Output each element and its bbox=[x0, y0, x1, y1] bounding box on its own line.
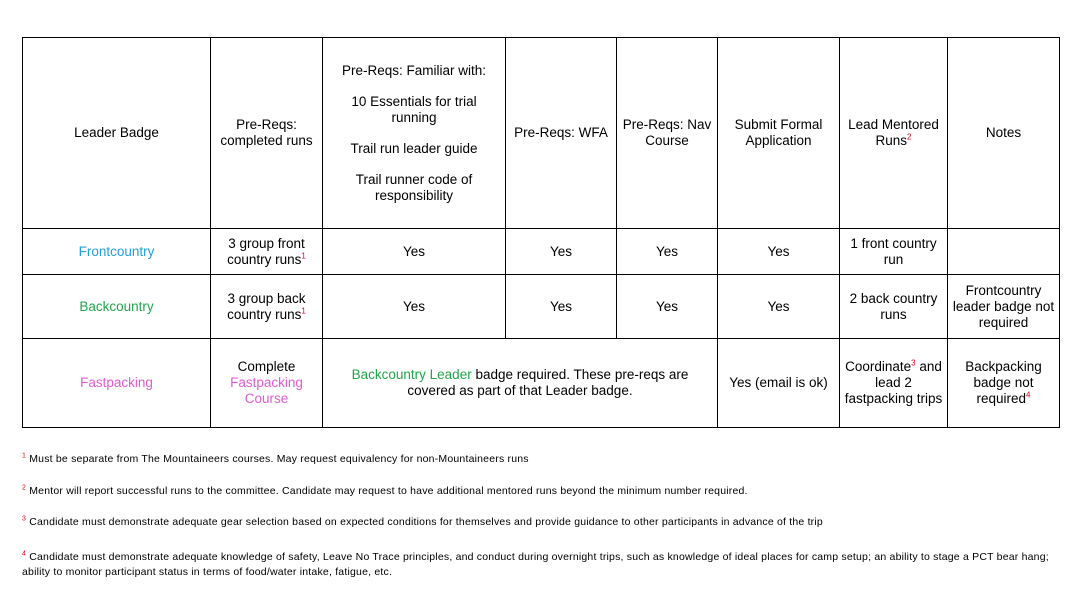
notes-cell bbox=[948, 339, 1060, 428]
footnote-ref: 1 bbox=[301, 306, 306, 315]
footnote-3 bbox=[22, 515, 823, 530]
header-completed-runs: Pre-Reqs: completed runs bbox=[211, 38, 323, 229]
completed-runs-cell bbox=[211, 229, 323, 275]
completed-runs-prefix: Complete bbox=[237, 359, 296, 374]
footnote-ref: 4 bbox=[1026, 390, 1031, 400]
submit-cell: Yes bbox=[718, 275, 840, 339]
submit-cell: Yes bbox=[718, 229, 840, 275]
nav-cell: Yes bbox=[617, 275, 718, 339]
footnote-number: 4 bbox=[22, 550, 27, 558]
badge-frontcountry: Frontcountry bbox=[23, 229, 211, 275]
completed-runs-text: 3 group front country runs bbox=[227, 235, 305, 267]
header-notes: Notes bbox=[948, 38, 1060, 229]
header-row bbox=[23, 38, 1060, 229]
leader-requirements-table bbox=[22, 37, 1060, 428]
completed-runs-cell bbox=[211, 339, 323, 428]
mentored-cell: 1 front country run bbox=[840, 229, 948, 275]
familiar-item: 10 Essentials for trial running bbox=[351, 93, 477, 125]
footnote-number: 1 bbox=[22, 452, 27, 460]
footnote-text: Mentor will report successful runs to the committee. Candidate may request to have additional mentored runs beyond the minimum number required. bbox=[29, 485, 748, 497]
header-wfa: Pre-Reqs: WFA bbox=[506, 38, 617, 229]
prereqs-covered-text: badge required. These pre-reqs are covered as part of that Leader badge. bbox=[407, 367, 689, 398]
header-nav-course: Pre-Reqs: Nav Course bbox=[617, 38, 718, 229]
familiar-title: Pre-Reqs: Familiar with: bbox=[341, 62, 487, 78]
notes-cell: Frontcountry leader badge not required bbox=[948, 275, 1060, 339]
footnote-ref: 2 bbox=[907, 132, 912, 142]
footnote-text: Must be separate from The Mountaineers courses. May request equivalency for non-Mountaineers runs bbox=[29, 453, 529, 465]
footnote-text: Candidate must demonstrate adequate gear selection based on expected conditions for themselves and provide guidance to other participants in advance of the trip bbox=[29, 516, 823, 528]
footnote-ref: 1 bbox=[301, 251, 306, 260]
notes-text: Backpacking badge not required bbox=[965, 359, 1042, 406]
badge-fastpacking: Fastpacking bbox=[23, 339, 211, 428]
header-lead-mentored-runs bbox=[840, 38, 948, 229]
footnote-2 bbox=[22, 484, 748, 499]
header-familiar-with bbox=[323, 38, 506, 229]
footnote-number: 2 bbox=[22, 484, 27, 492]
footnote-ref: 3 bbox=[911, 358, 916, 368]
notes-cell bbox=[948, 229, 1060, 275]
completed-runs-cell bbox=[211, 275, 323, 339]
wfa-cell: Yes bbox=[506, 229, 617, 275]
footnote-4 bbox=[22, 550, 1062, 580]
nav-cell: Yes bbox=[617, 229, 718, 275]
wfa-cell: Yes bbox=[506, 275, 617, 339]
completed-runs-text: 3 group back country runs bbox=[227, 290, 306, 322]
mentored-cell bbox=[840, 339, 948, 428]
backcountry-leader-badge-ref: Backcountry Leader bbox=[351, 367, 472, 382]
footnote-number: 3 bbox=[22, 515, 27, 523]
badge-backcountry: Backcountry bbox=[23, 275, 211, 339]
header-submit-application: Submit Formal Application bbox=[718, 38, 840, 229]
familiar-item: Trail run leader guide bbox=[350, 140, 478, 156]
fastpacking-course-name: Fastpacking Course bbox=[230, 375, 303, 406]
row-frontcountry bbox=[23, 229, 1060, 275]
header-leader-badge: Leader Badge bbox=[23, 38, 211, 229]
mentored-text-a: Coordinate bbox=[845, 359, 912, 374]
lead-mentored-label: Lead Mentored Runs bbox=[848, 117, 939, 148]
mentored-cell: 2 back country runs bbox=[840, 275, 948, 339]
familiar-item: Trail runner code of responsibility bbox=[355, 171, 473, 203]
row-backcountry bbox=[23, 275, 1060, 339]
prereqs-covered-cell bbox=[323, 339, 718, 428]
footnote-text: Candidate must demonstrate adequate knowledge of safety, Leave No Trace principles, and conduct during overnight trips, such as knowledge of ideal places for camp setup; an ability to stage a PCT bear hang; ability to monitor participant status in terms of food/water intake, fatigue, etc. bbox=[22, 551, 1049, 578]
familiar-cell: Yes bbox=[323, 229, 506, 275]
familiar-cell: Yes bbox=[323, 275, 506, 339]
footnote-1 bbox=[22, 452, 529, 467]
submit-cell: Yes (email is ok) bbox=[718, 339, 840, 428]
row-fastpacking bbox=[23, 339, 1060, 428]
mentored-text-b: and lead 2 fastpacking trips bbox=[844, 359, 943, 406]
